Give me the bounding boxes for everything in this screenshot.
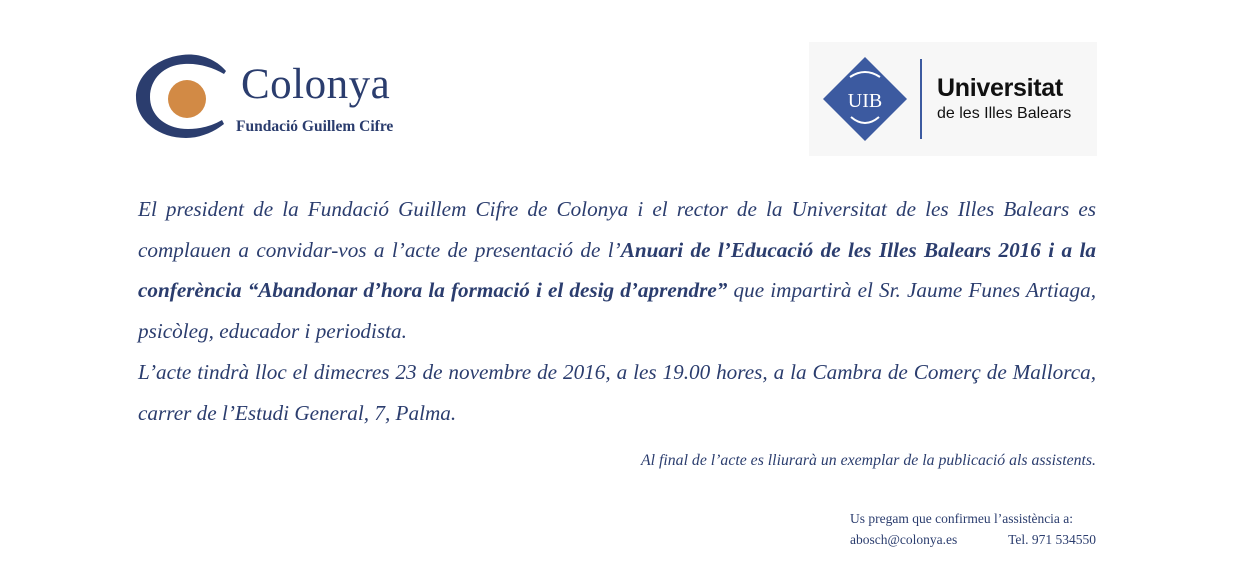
uib-subtitle: de les Illes Balears	[937, 105, 1072, 122]
uib-emblem-icon	[821, 55, 909, 143]
colonya-logo-icon	[134, 52, 234, 144]
final-note: Al final de l’acte es lliurarà un exemplar de la publicació als assistents.	[641, 452, 1096, 469]
invitation-title: Anuari de l’Educació de les Illes Balears 2016 i a la conferència “Abandonar d’hora la formació i el desig d’aprendre”	[138, 237, 1096, 303]
confirmation-phone: Tel. 971 534550	[1008, 532, 1096, 547]
uib-divider	[920, 59, 922, 139]
invitation-speaker: que impartirà el Sr. Jaume Funes Artiaga, psicòleg, educador i periodista.	[138, 278, 1096, 344]
confirmation-label: Us pregam que confirmeu l’assistència a:	[850, 511, 1074, 526]
confirmation-block	[850, 508, 1096, 550]
uib-emblem-text: UIB	[847, 90, 883, 112]
colonya-name: Colonya	[241, 61, 391, 108]
uib-name: Universitat	[937, 74, 1063, 102]
colonya-subtitle: Fundació Guillem Cifre	[236, 118, 394, 135]
uib-logo	[809, 42, 1097, 156]
invitation-paragraph-2: L’acte tindrà lloc el dimecres 23 de novembre de 2016, a les 19.00 hores, a la Cambra de Comerç de Mallorca, carrer de l’Estudi General, 7, Palma.	[138, 359, 1096, 425]
invitation-paragraph-1	[138, 189, 1096, 352]
confirmation-email: abosch@colonya.es	[850, 532, 958, 547]
invitation-intro: El president de la Fundació Guillem Cifre de Colonya i el rector de la Universitat de les Illes Balears es complauen a convidar-vos a l’acte de presentació de l’	[138, 197, 1096, 262]
invitation-text	[138, 189, 1096, 433]
colonya-logo	[134, 52, 414, 144]
